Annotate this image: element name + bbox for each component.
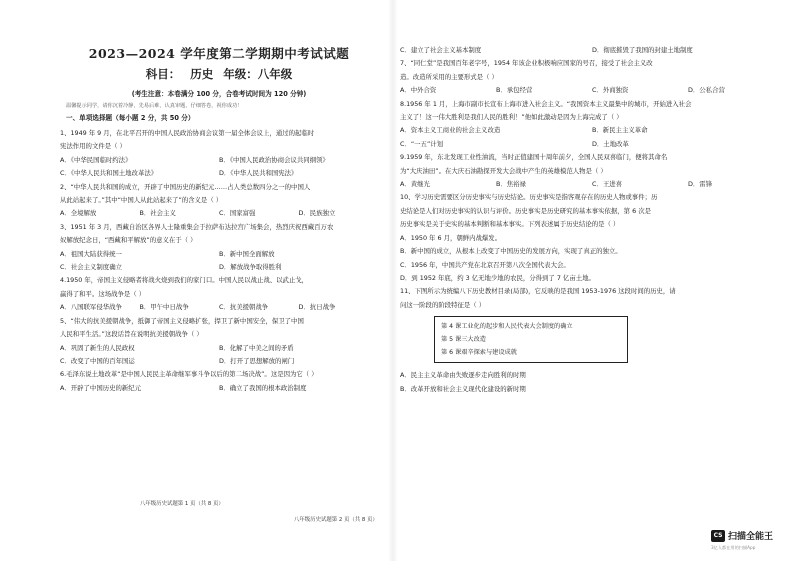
- q9-option-c: C．王进喜: [592, 180, 623, 189]
- q4-option-c: C．抗美援朝战争: [219, 303, 269, 312]
- question-3: 3、1951 年 3 月，西藏自治区各界人士隆重集会于拉萨布达拉宫广场集会，热烈庆祝西藏百万农: [60, 222, 334, 231]
- question-9: 9.1959 年，东北发现工业性油流，当时正值建国十周年前夕，全国人民双喜临门，便将其命名: [400, 153, 668, 162]
- exam-note: (考生注意：本卷满分 100 分，合卷考试时间为 120 分钟): [131, 90, 307, 98]
- q6-option-a: A．开辟了中国历史的新纪元: [60, 383, 142, 392]
- q1-options-row: [60, 167, 378, 180]
- q10-option-c: C．1956 年，中国共产党在北京召开第八次全国代表大会。: [400, 260, 570, 269]
- exam-title: 2023—2024 学年度第二学期期中考试试题: [88, 46, 350, 61]
- q2-option-b: B．社会主义: [139, 209, 176, 218]
- q9-option-d: D．雷锋: [688, 180, 713, 189]
- question-2: 2、“中华人民共和国的成立，开辟了中国历史的新纪元……占人类总数四分之一的中国人: [60, 182, 311, 191]
- q5-option-a: A．巩固了新生的人民政权: [60, 343, 135, 352]
- question-11-cont: 问这一阶段的阶段特征是（ ）: [400, 300, 486, 309]
- q5-options-row: [60, 342, 378, 355]
- question-10-cont: 史结论是人们对历史事实的认识与评价。历史事实是历史研究的基本事实依据，第 6 次是: [400, 206, 651, 215]
- q1-option-d: D．《中华人民共和国宪法》: [219, 169, 298, 178]
- q6-option-c: C．建立了社会主义基本制度: [400, 46, 482, 54]
- q9-option-b: B．焦裕禄: [496, 180, 526, 189]
- q5-option-b: B．化解了中美之间的矛盾: [219, 343, 294, 352]
- warning-text: 温馨提示同学，请你沉着冷静，先易后难，认真审题，仔细答卷，祝你成功！: [66, 103, 243, 109]
- question-2-cont: 从此站起来了。”其中“中国人从此站起来了”的含义是（ ）: [60, 196, 223, 205]
- camscanner-badge-icon: CS: [711, 530, 725, 542]
- q1-option-b: B．《中国人民政治协商会议共同纲领》: [219, 155, 329, 164]
- q7-option-b: B．承包经营: [496, 86, 533, 95]
- q10-option-a: A．1950 年 6 月，朝鲜内战爆发。: [400, 233, 502, 242]
- q6-option-d: D．彻底摧毁了我国的封建土地制度: [592, 46, 693, 54]
- lesson-item: 第 6 课艰辛探索与建设成就: [441, 349, 517, 357]
- question-1-cont: 宪法作用的文件是（ ）: [60, 142, 126, 151]
- q4-option-b: B．甲午中日战争: [139, 303, 189, 312]
- q10-option-b: B．新中国的成立，从根本上改变了中国历史的发展方向，实现了真正的独立。: [400, 247, 622, 256]
- question-8-cont: 主义了！这一伟大胜利是我们人民的胜利！”他如此激动是因为上海完成了（ ）: [400, 113, 623, 122]
- exam-subject-line: 科目： 历史 年级：八年级: [145, 67, 293, 81]
- q7-option-a: A．中外合资: [400, 86, 437, 95]
- q10-option-d: D．到 1952 年底，约 3 亿无地少地的农民，分得到了 7 亿亩土地。: [400, 273, 595, 282]
- q7-option-c: C．外商独资: [592, 86, 629, 95]
- q2-option-a: A．全境解放: [60, 209, 97, 218]
- q5-options-row: [60, 355, 378, 368]
- q2-option-d: D．民族独立: [298, 209, 336, 218]
- q3-option-a: A．祖国大陆获得统一: [60, 249, 122, 258]
- q8-option-d: D．土地改革: [592, 139, 629, 148]
- question-11: 11、下图所示为统编八下历史教材目录(局部)，它反映的是我国 1953-1976 这段时间的历史，请: [400, 287, 676, 296]
- question-4-cont: 赢得了和平。这场战争是（ ）: [60, 289, 146, 298]
- q11-option-b: B．改革开放和社会主义现代化建设的新时期: [400, 384, 526, 393]
- q6-option-b: B．确立了我国的根本政治制度: [219, 383, 307, 392]
- question-6: 6.毛泽东说土地改革“是中国人民民主革命继军事斗争以后的第二场决战”。这是因为它（ ）: [60, 370, 318, 379]
- q3-options-row: [60, 261, 378, 274]
- q3-option-d: D．解放战争取得胜利: [219, 263, 282, 272]
- q1-option-a: A．《中华民国临时约法》: [60, 155, 132, 164]
- question-5-cont: 人民和平生活。”这段话旨在说明抗美援朝战争（ ）: [60, 330, 203, 339]
- camscanner-logo: [711, 529, 773, 542]
- q4-options-row: [60, 301, 378, 314]
- q5-option-c: C．改变了中国的百年国运: [60, 356, 135, 365]
- q7-option-d: D．公私合营: [688, 86, 725, 95]
- camscanner-name: 扫描全能王: [728, 532, 774, 542]
- q6-options-row-cont: [400, 44, 784, 57]
- section-heading: 一、单项选择题（每小题 2 分，共 50 分）: [66, 114, 195, 122]
- question-10: 10、学习历史需要区分历史事实与历史结论。历史事实是指客观存在的历史人物或事件；历: [400, 193, 658, 202]
- q4-option-d: D．抗日战争: [298, 303, 336, 312]
- q1-option-c: C．《中华人民共和国土地改革法》: [60, 169, 158, 178]
- q2-option-c: C．国家富强: [219, 209, 256, 218]
- q6-options-row: [60, 382, 378, 395]
- question-7: 7、“同仁堂”是我国百年老字号，1954 年该企业积极响应国家的号召，接受了社会主义改: [400, 59, 653, 68]
- question-9-cont: 为“大庆油田”。在大庆石油勘探开发大会战中产生的英雄模范人物是（ ）: [400, 166, 607, 175]
- question-10-cont: 历史事实是关于史实的基本判断和基本事实。下列表述属于历史结论的是（ ）: [400, 220, 620, 229]
- camscanner-tagline: 3亿人都在用的扫描App: [711, 545, 756, 550]
- q1-options-row: [60, 154, 378, 167]
- q8-option-c: C．“一五”计划: [400, 139, 444, 148]
- question-1: 1、1949 年 9 月，在北平召开的中国人民政治协商会议第一届全体会议上，通过的起临时: [60, 129, 315, 137]
- left-page: [0, 0, 392, 561]
- textbook-contents-box: [434, 316, 628, 363]
- question-7-cont: 造。改造所采用的主要形式是（ ）: [400, 72, 498, 81]
- q3-option-c: C．社会主义制度确立: [60, 263, 122, 272]
- page-footer-right: 八年级历史试题第 2 页（共 8 页）: [294, 517, 378, 523]
- question-5: 5、“伟大的抗美援朝战争，抵御了帝国主义侵略扩张，捍卫了新中国安全，保卫了中国: [60, 316, 304, 325]
- page-footer-left: 八年级历史试题第 1 页（共 8 页）: [140, 501, 224, 507]
- q9-options-row: [400, 178, 784, 191]
- q11-option-a: A．民主主义革命由失败逐步走向胜利的时期: [400, 371, 526, 380]
- q3-option-b: B．新中国全面解放: [219, 249, 275, 258]
- lesson-item: 第 5 课三大改造: [441, 336, 486, 344]
- question-4: 4.1950 年，帝国主义侵略者将战火烧到我们的家门口。中国人民以战止战、以武止戈，: [60, 276, 309, 285]
- right-page: [396, 0, 794, 561]
- q8-option-a: A．资本主义工商业的社会主义改造: [400, 126, 501, 135]
- q8-options-row: [400, 138, 784, 151]
- q8-options-row: [400, 124, 784, 137]
- question-3-cont: 奴解放纪念日，“西藏和平解放”的意义在于（ ）: [60, 236, 197, 245]
- q2-options-row: [60, 207, 378, 220]
- q8-option-b: B．新民主主义革命: [592, 126, 648, 135]
- q9-option-a: A．黄继光: [400, 180, 430, 189]
- question-8: 8.1956 年 1 月，上海市副市长宣布上海市进入社会主义。“我国资本主义最集中的城市，开始进入社会: [400, 99, 692, 108]
- lesson-item: 第 4 课工业化的起步和人民代表大会制度的确立: [441, 323, 573, 331]
- q4-option-a: A．八国联军侵华战争: [60, 303, 122, 312]
- q5-option-d: D．打开了思想解放的闸门: [219, 356, 295, 365]
- q3-options-row: [60, 248, 378, 261]
- q7-options-row: [400, 84, 784, 97]
